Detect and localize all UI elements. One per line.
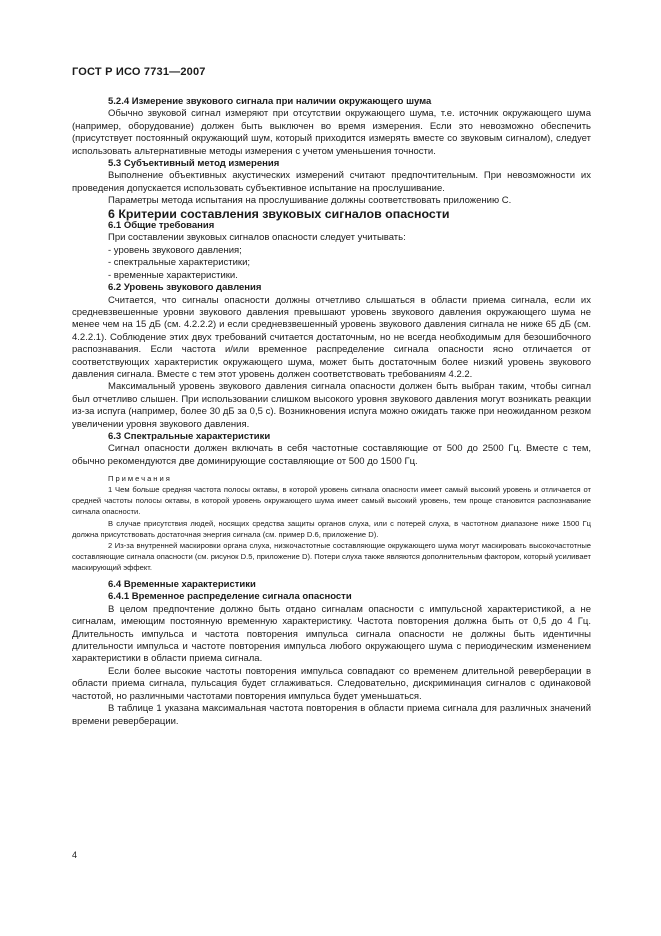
section-6-heading: 6 Критерии составления звуковых сигналов опасности <box>108 206 450 221</box>
notes-block <box>72 473 591 573</box>
list-item: - временные характеристики. <box>108 269 238 281</box>
section-5-3-paragraph-1: Выполнение объективных акустических измерений считают предпочтительным. При невозможности их проведения допускается использовать субъективное испытание на прослушивание. <box>72 170 591 194</box>
note-1-continuation: В случае присутствия людей, носящих средства защиты органов слуха, или с потерей слуха, в частотном диапазоне ниже 1500 Гц должна присутствовать достаточная энергия сигнала (см. пример D.6, приложение D). <box>72 518 591 539</box>
section-5-2-4-paragraph: Обычно звуковой сигнал измеряют при отсутствии окружающего шума, т.е. источник окружающего шума (например, оборудование) должен быть выключен во время измерения. Если это невозможно обеспечить (присутствует постоянный окружающий шум, который приходится измерять вместе со звуковым сигналом), следует использовать альтернативные методы измерения с учетом уменьшения точности. <box>72 108 591 157</box>
section-5-3-paragraph-2: Параметры метода испытания на прослушивание должны соответствовать приложению С. <box>108 195 512 207</box>
section-6-2-paragraph-1: Считается, что сигналы опасности должны отчетливо слышаться в области приема сигнала, если их средневзвешенные уровни звукового давления превышают уровень звукового давления окружающего шума не менее чем на 15 дБ (см. 4.2.2.2) и если средневзвешенный уровень звукового давления сигнала не ниже 65 дБ (см. 4.2.2.1). Соблюдение этих двух требований считается достаточным, но не всегда необходимым для безошибочного распознавания. Если частота и/или временное распределение сигнала опасности ясно отличается от соответствующих характеристик окружающего шума, может быть достаточным более низкий уровень звукового давления сигнала. Вместе с тем этот уровень должен соответствовать требованиям 4.2.2. <box>72 294 591 380</box>
note-1: 1 Чем больше средняя частота полосы октавы, в которой уровень сигнала опасности имеет самый высокий уровень и отличается от средней частоты полосы октавы, в которой уровень окружающего шума имеет самый высокий уровень, тем проще становится распознавание сигнала опасности. <box>72 485 591 517</box>
section-6-1-heading: 6.1 Общие требования <box>108 220 215 232</box>
section-6-4-1-heading: 6.4.1 Временное распределение сигнала опасности <box>108 591 352 603</box>
section-6-4-1-paragraph-2: Если более высокие частоты повторения импульса совпадают со временем длительной реверберации в области приема сигнала, пульсация будет сглаживаться. Следовательно, дискриминация сигналов с одинаковой частотой, но различными частотами повторения импульса будет уменьшаться. <box>72 665 591 702</box>
section-6-4-1-paragraph-3: В таблице 1 указана максимальная частота повторения в области приема сигнала для различных значений времени реверберации. <box>72 703 591 727</box>
section-6-3-heading: 6.3 Спектральные характеристики <box>108 430 271 442</box>
document-header: ГОСТ Р ИСО 7731—2007 <box>72 66 206 78</box>
section-5-2-4-heading: 5.2.4 Измерение звукового сигнала при наличии окружающего шума <box>108 96 432 107</box>
page-number: 4 <box>72 850 78 860</box>
list-item: - спектральные характеристики; <box>108 257 251 269</box>
section-5-3-heading: 5.3 Субъективный метод измерения <box>108 158 280 170</box>
section-6-4-1-paragraph-1: В целом предпочтение должно быть отдано сигналам опасности с импульсной характеристикой, а не сигналам, имеющим постоянную временную характеристику. Частота повторения должна быть от 0,5 до 4 Гц. Длительность импульса и частота повторения импульса сигнала опасности не должны быть идентичны длительности импульса и частоте повторения импульса любого окружающего шума с периодическим изменением характеристики в области приема сигнала. <box>72 603 591 665</box>
section-6-1-intro: При составлении звуковых сигналов опасности следует учитывать: <box>108 232 406 244</box>
page-content <box>72 96 591 728</box>
note-2: 2 Из-за внутренней маскировки органа слуха, низкочастотные составляющие окружающего шума могут маскировать высокочастотные составляющие сигнала опасности (см. рисунок D.5, приложение D). Потери слуха также являются дополнительным фактором, который усиливает маскирующий эффект. <box>72 540 591 572</box>
section-6-4-heading: 6.4 Временные характеристики <box>108 579 256 591</box>
list-item: - уровень звукового давления; <box>108 244 242 256</box>
section-6-2-paragraph-2: Максимальный уровень звукового давления сигнала опасности должен быть выбран таким, чтобы сигнал был отчетливо слышен. При использовании слишком высокого уровня звукового давления могут возникать реакции из-за испуга (например, более 30 дБ за 0,5 с). Возникновения испуга можно ожидать также при неожиданном резком увеличении уровня звукового давления. <box>72 381 591 430</box>
notes-title: Примечания <box>108 474 172 484</box>
section-6-3-paragraph: Сигнал опасности должен включать в себя частотные составляющие от 500 до 2500 Гц. Вместе с тем, обычно рекомендуются две доминирующие составляющие от 500 до 1500 Гц. <box>72 443 591 467</box>
section-6-2-heading: 6.2 Уровень звукового давления <box>108 282 262 294</box>
